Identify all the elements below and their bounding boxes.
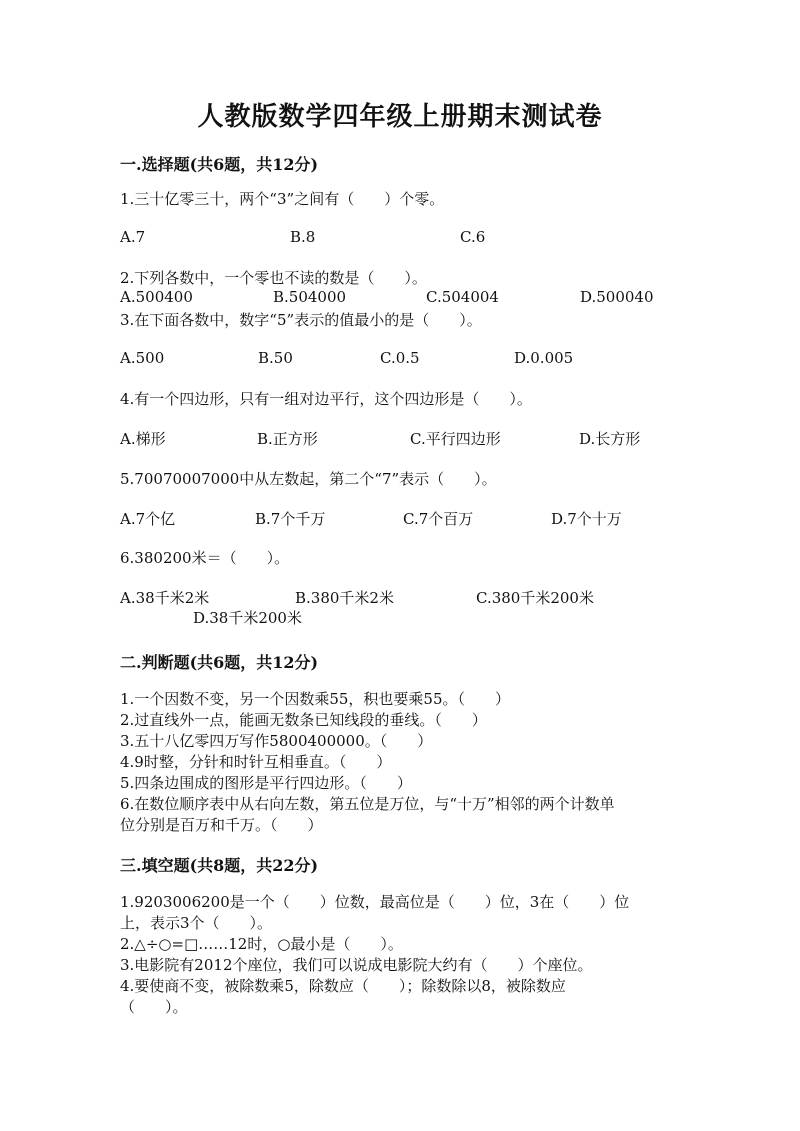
- option-d: D.长方形: [579, 430, 641, 448]
- option-c: C.平行四边形: [410, 430, 501, 448]
- option-c: C.6: [460, 228, 486, 246]
- option-a: A.500: [120, 349, 165, 367]
- option-b: B.正方形: [257, 430, 318, 448]
- option-b: B.8: [290, 228, 316, 246]
- question-text: 6.380200米＝（ ）。: [120, 549, 290, 567]
- question-text: 3.在下面各数中，数字“5”表示的值最小的是（ ）。: [120, 311, 482, 329]
- fill-in-line: 4.要使商不变，被除数乘5，除数应（ ）；除数除以8，被除数应: [120, 977, 566, 995]
- option-a: A.500400: [120, 288, 193, 306]
- option-b: B.504000: [273, 288, 347, 306]
- fill-in-line: 上，表示3个（ ）。: [120, 914, 273, 932]
- option-b: B.380千米2米: [295, 589, 394, 607]
- fill-in-line: 2.△÷○=□……12时，○最小是（ ）。: [120, 935, 403, 953]
- option-c: C.7个百万: [403, 510, 474, 528]
- option-d: D.0.005: [514, 349, 574, 367]
- judgment-line: 3.五十八亿零四万写作5800400000。（ ）: [120, 732, 433, 750]
- question-text: 1.三十亿零三十，两个“3”之间有（ ）个零。: [120, 190, 445, 208]
- question-text: 4.有一个四边形，只有一组对边平行，这个四边形是（ ）。: [120, 390, 532, 408]
- option-c: C.0.5: [380, 349, 420, 367]
- page-title: 人教版数学四年级上册期末测试卷: [197, 102, 603, 132]
- option-b: B.7个千万: [255, 510, 326, 528]
- section-heading-judgment: 二.判断题(共6题，共12分): [120, 653, 319, 672]
- option-d: D.38千米200米: [193, 609, 302, 627]
- fill-in-line: 1.9203006200是一个（ ）位数，最高位是（ ）位，3在（ ）位: [120, 893, 630, 911]
- option-a: A.7个亿: [120, 510, 176, 528]
- option-c: C.504004: [426, 288, 499, 306]
- judgment-line: 2.过直线外一点，能画无数条已知线段的垂线。（ ）: [120, 711, 487, 729]
- option-d: D.500040: [580, 288, 654, 306]
- option-d: D.7个十万: [551, 510, 622, 528]
- option-a: A.7: [120, 228, 146, 246]
- option-b: B.50: [258, 349, 293, 367]
- judgment-line: 5.四条边围成的图形是平行四边形。（ ）: [120, 774, 412, 792]
- option-c: C.380千米200米: [476, 589, 594, 607]
- section-heading-choice: 一.选择题(共6题，共12分): [120, 155, 319, 174]
- fill-in-line: （ ）。: [120, 998, 188, 1016]
- section-heading-fill-in: 三.填空题(共8题，共22分): [120, 856, 319, 875]
- question-text: 5.70070007000中从左数起，第二个“7”表示（ ）。: [120, 470, 497, 488]
- judgment-line: 位分别是百万和千万。（ ）: [120, 816, 323, 834]
- fill-in-line: 3.电影院有2012个座位，我们可以说成电影院大约有（ ）个座位。: [120, 956, 593, 974]
- judgment-line: 1.一个因数不变，另一个因数乘55，积也要乘55。（ ）: [120, 690, 510, 708]
- question-text: 2.下列各数中，一个零也不读的数是（ ）。: [120, 269, 427, 287]
- option-a: A.38千米2米: [120, 589, 210, 607]
- option-a: A.梯形: [120, 430, 166, 448]
- judgment-line: 4.9时整，分针和时针互相垂直。（ ）: [120, 753, 392, 771]
- judgment-line: 6.在数位顺序表中从右向左数，第五位是万位，与“十万”相邻的两个计数单: [120, 795, 615, 813]
